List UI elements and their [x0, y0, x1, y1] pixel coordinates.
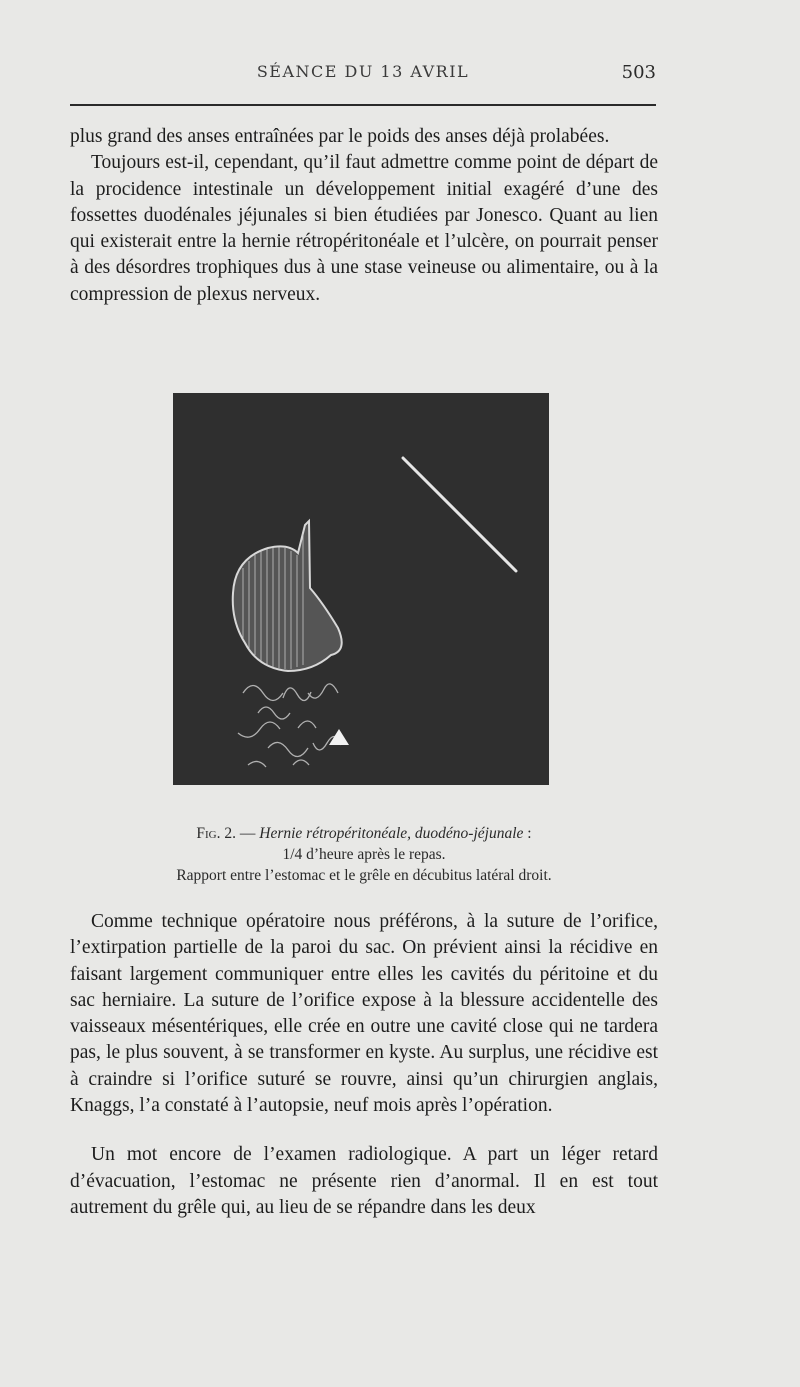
caption-line-3: Rapport entre l’estomac et le grêle en décubitus latéral droit. [176, 867, 552, 884]
header-rule [70, 104, 656, 106]
running-head: SÉANCE DU 13 AVRIL [256, 62, 470, 81]
caption-line-1 [70, 823, 658, 844]
text-block-top [70, 124, 658, 308]
caption-dash: — [239, 825, 256, 842]
radiograph-illustration [173, 393, 549, 785]
caption-colon: : [527, 825, 532, 842]
paragraph-continuation: plus grand des anses entraînées par le poids des anses déjà prolabées. [70, 126, 610, 147]
page-number: 503 [621, 62, 656, 83]
paragraph-jonesco: Toujours est-il, cependant, qu’il faut admettre comme point de départ de la procidence intestinale un développement initial exagéré d’une des fossettes duodénales jéjunales si bien étudiées par Jonesco. Quant au lien qui existerait entre la hernie rétropéritonéale et l’ulcère, on pourrait penser à des désordres trophiques dus à une stase veineuse ou alimentaire, ou à la compression de plexus nerveux. [70, 152, 658, 305]
figure-label: Fig. 2. [196, 825, 236, 842]
figure-title: Hernie rétropéritonéale, duodéno-jéjunale [259, 825, 524, 842]
figure-caption [70, 823, 658, 886]
paragraph-radiologique: Un mot encore de l’examen radiologique. A part un léger retard d’évacuation, l’estomac ne présente rien d’anormal. Il en est tout autrement du grêle qui, au lieu de se répandre dans les deux [70, 1144, 658, 1218]
text-block-bottom [70, 909, 658, 1221]
radiograph-figure [173, 393, 549, 785]
caption-line-2: 1/4 d’heure après le repas. [282, 846, 446, 863]
page-header [70, 62, 656, 86]
paragraph-technique: Comme technique opératoire nous préférons, à la suture de l’orifice, l’extirpation partielle de la paroi du sac. On prévient ainsi la récidive en faisant largement communiquer entre elles les cavités du péritoine et du sac herniaire. La suture de l’orifice expose à la blessure accidentelle des vaisseaux mésentériques, elle crée en outre une cavité close qui ne tardera pas, le plus souvent, à se transformer en kyste. Au surplus, une récidive est à craindre si l’orifice suturé se rouvre, ainsi qu’un chirurgien anglais, Knaggs, l’a constaté à l’autopsie, neuf mois après l’opération. [70, 911, 658, 1117]
